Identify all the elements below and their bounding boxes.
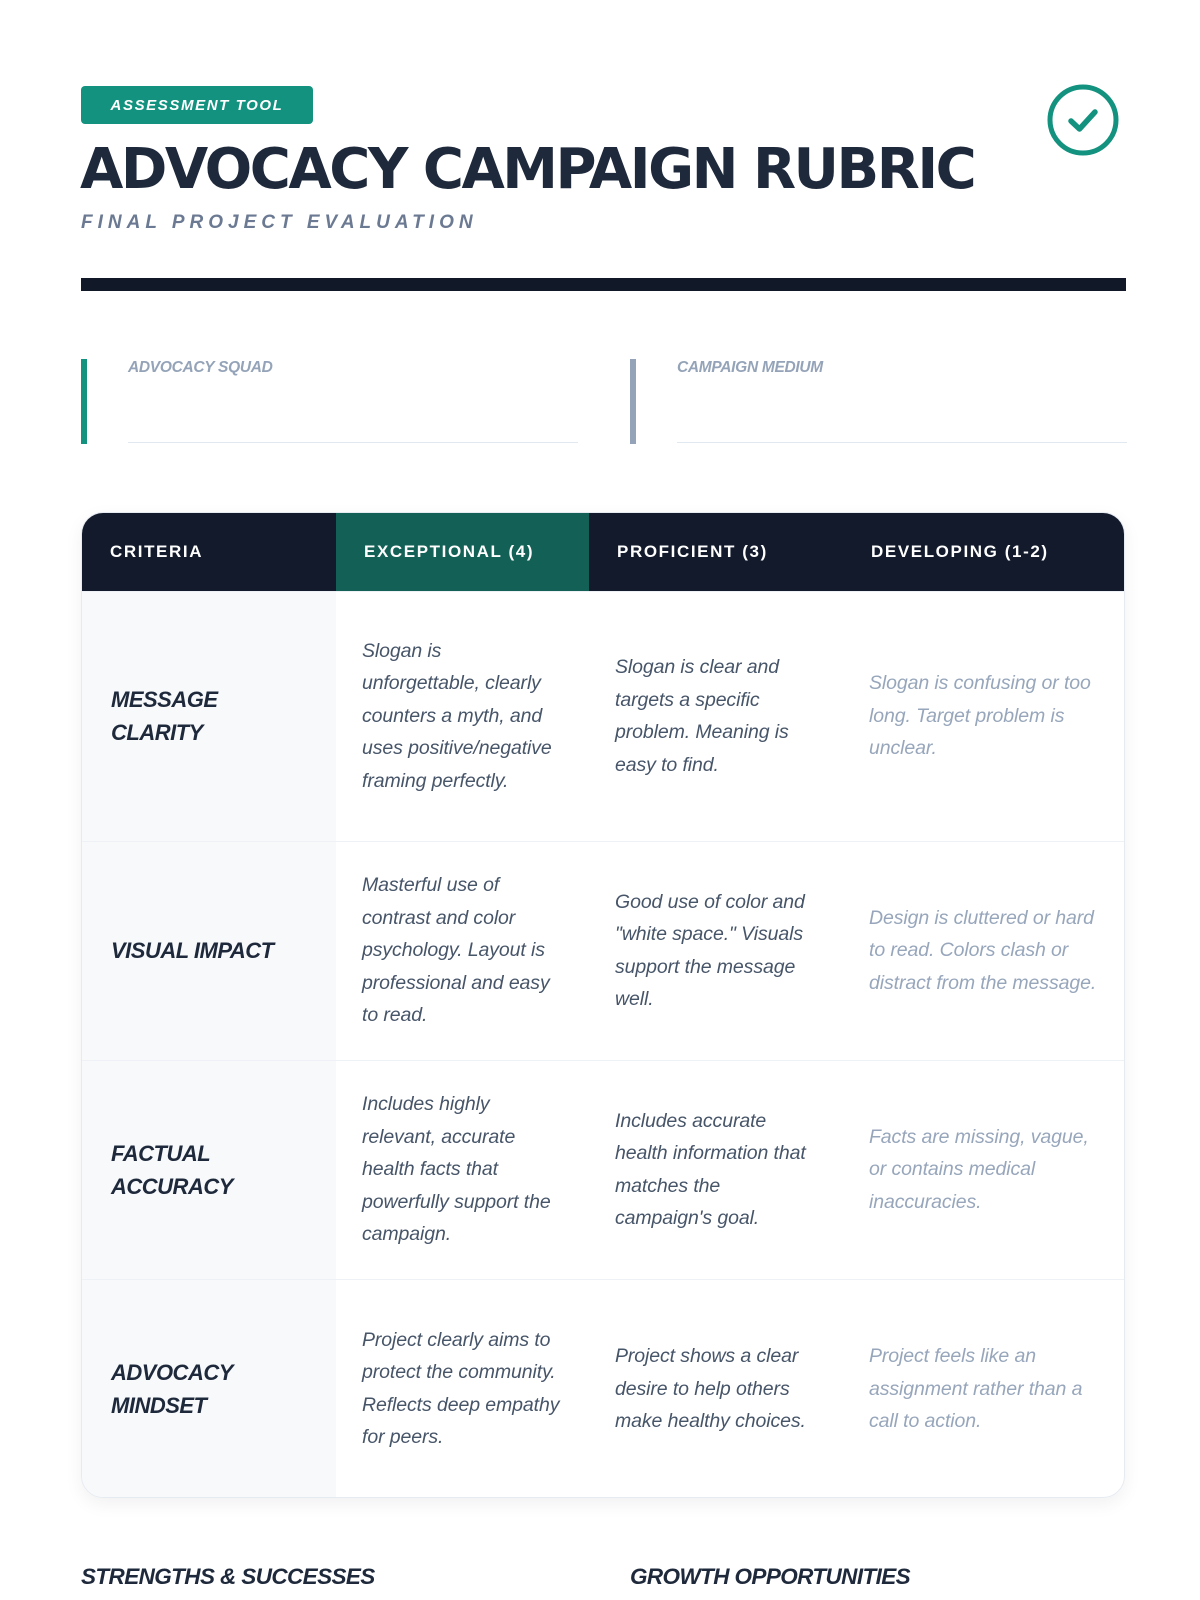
check-circle-icon [1047, 84, 1119, 156]
developing-cell: Facts are missing, vague, or contains medical inaccuracies. [843, 1060, 1125, 1279]
advocacy-squad-label: ADVOCACY SQUAD [128, 359, 273, 376]
proficient-cell: Slogan is clear and targets a specific problem. Meaning is easy to find. [589, 591, 843, 841]
developing-cell: Slogan is confusing or too long. Target problem is unclear. [843, 591, 1125, 841]
table-row [82, 841, 1125, 1060]
header-exceptional: EXCEPTIONAL (4) [336, 513, 589, 591]
developing-cell: Design is cluttered or hard to read. Colors clash or distract from the message. [843, 841, 1125, 1060]
advocacy-squad-input-line[interactable] [128, 442, 578, 443]
assessment-tool-badge: ASSESSMENT TOOL [81, 86, 313, 124]
campaign-medium-input-line[interactable] [677, 442, 1127, 443]
exceptional-cell: Slogan is unforgettable, clearly counters a myth, and uses positive/negative framing perfectly. [336, 591, 589, 841]
rubric-header-row [82, 513, 1125, 591]
criteria-cell: ADVOCACY MINDSET [82, 1279, 336, 1498]
table-row [82, 1060, 1125, 1279]
header-criteria: CRITERIA [82, 513, 336, 591]
proficient-cell: Project shows a clear desire to help others make healthy choices. [589, 1279, 843, 1498]
advocacy-squad-field[interactable] [81, 359, 577, 444]
campaign-medium-label: CAMPAIGN MEDIUM [677, 359, 823, 376]
growth-section-heading: GROWTH OPPORTUNITIES [630, 1564, 911, 1589]
field-accent-bar [630, 359, 636, 444]
table-row [82, 591, 1125, 841]
header-developing: DEVELOPING (1-2) [843, 513, 1125, 591]
developing-cell: Project feels like an assignment rather than a call to action. [843, 1279, 1125, 1498]
criteria-cell: VISUAL IMPACT [82, 841, 336, 1060]
field-accent-bar [81, 359, 87, 444]
exceptional-cell: Includes highly relevant, accurate health facts that powerfully support the campaign. [336, 1060, 589, 1279]
page-title: ADVOCACY CAMPAIGN RUBRIC [80, 137, 975, 202]
proficient-cell: Good use of color and "white space." Visuals support the message well. [589, 841, 843, 1060]
campaign-medium-field[interactable] [630, 359, 1126, 444]
header-divider [81, 278, 1126, 291]
proficient-cell: Includes accurate health information that matches the campaign's goal. [589, 1060, 843, 1279]
criteria-cell: MESSAGE CLARITY [82, 591, 336, 841]
exceptional-cell: Masterful use of contrast and color psychology. Layout is professional and easy to read. [336, 841, 589, 1060]
rubric-table [81, 512, 1125, 1498]
strengths-section-heading: STRENGTHS & SUCCESSES [81, 1564, 375, 1589]
page-subtitle: FINAL PROJECT EVALUATION [81, 212, 478, 233]
table-row [82, 1279, 1125, 1498]
exceptional-cell: Project clearly aims to protect the community. Reflects deep empathy for peers. [336, 1279, 589, 1498]
header-proficient: PROFICIENT (3) [589, 513, 843, 591]
criteria-cell: FACTUAL ACCURACY [82, 1060, 336, 1279]
